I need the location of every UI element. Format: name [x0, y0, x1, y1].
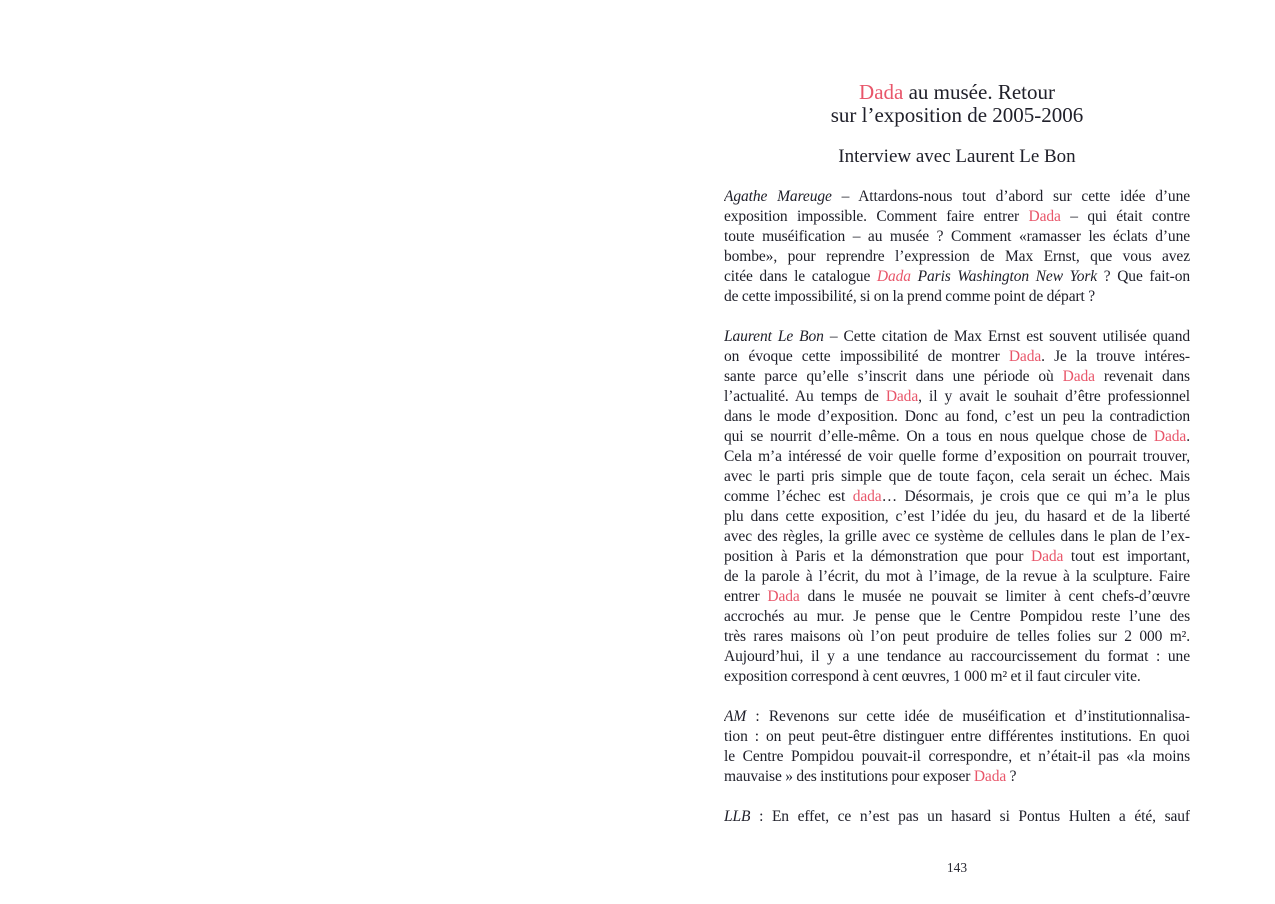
- text-line: [724, 387, 1190, 407]
- paragraph: [724, 327, 1190, 687]
- text-segment: Dada: [1062, 368, 1095, 385]
- text-line: [724, 447, 1190, 467]
- text-line: [724, 767, 1190, 787]
- text-segment: Dada: [1008, 348, 1042, 365]
- text-segment: : Revenons sur cette idée de muséification et d’institutionnalisa-: [746, 708, 1190, 725]
- text-line: [724, 607, 1190, 627]
- text-line: [724, 227, 1190, 247]
- text-segment: AM: [724, 708, 747, 725]
- text-segment: ?: [1006, 768, 1017, 785]
- text-segment: citée dans le catalogue: [724, 268, 877, 285]
- text-line: [724, 187, 1190, 207]
- text-segment: comme l’échec est: [724, 488, 853, 505]
- text-segment: . Je la trouve intéres-: [1041, 348, 1190, 365]
- text-segment: revenait dans: [1094, 368, 1190, 385]
- text-segment: bombe», pour reprendre l’expression de Max Ernst, que vous avez: [724, 248, 1190, 265]
- text-line: [724, 407, 1190, 427]
- text-line: [724, 327, 1190, 347]
- text-line: [724, 207, 1190, 227]
- text-line: [724, 267, 1190, 287]
- text-segment: toute muséification – au musée ? Comment «ramasser les éclats d’une: [724, 228, 1190, 245]
- text-segment: mauvaise » des institutions pour exposer: [724, 768, 974, 785]
- paragraph: [724, 807, 1190, 827]
- text-segment: dans le musée ne pouvait se limiter à cent chefs-d’œuvre: [799, 588, 1190, 605]
- title-line: [724, 81, 1190, 104]
- text-line: [724, 287, 1190, 307]
- text-segment: – Attardons-nous tout d’abord sur cette idée d’une: [831, 188, 1190, 205]
- text-line: [724, 567, 1190, 587]
- text-segment: Aujourd’hui, il y a une tendance au raccourcissement du format : une: [724, 648, 1190, 665]
- text-segment: Laurent Le Bon: [724, 328, 824, 345]
- text-segment: Dada: [767, 588, 800, 605]
- chapter-subtitle: Interview avec Laurent Le Bon: [838, 146, 1076, 167]
- text-segment: tout est important,: [1063, 548, 1190, 565]
- text-line: [724, 807, 1190, 827]
- text-line: [724, 627, 1190, 647]
- text-segment: dada: [852, 488, 882, 505]
- text-line: [724, 467, 1190, 487]
- text-segment: au musée. Retour: [903, 81, 1055, 104]
- text-segment: Dada: [885, 388, 919, 405]
- text-segment: de la parole à l’écrit, du mot à l’image, de la revue à la sculpture. Faire: [724, 568, 1190, 585]
- text-segment: avec des règles, la grille avec ce système de cellules dans le plan de l’ex-: [724, 528, 1190, 545]
- text-segment: ? Que fait-on: [1097, 268, 1190, 285]
- page-number: 143: [946, 860, 968, 875]
- text-segment: Agathe Mareuge: [724, 188, 832, 205]
- text-segment: LLB: [724, 808, 751, 825]
- text-segment: plu dans cette exposition, c’est l’idée du jeu, du hasard et de la liberté: [724, 508, 1190, 525]
- text-segment: Dada: [1153, 428, 1187, 445]
- text-segment: sur l’exposition de 2005-2006: [830, 104, 1084, 127]
- text-line: [724, 587, 1190, 607]
- text-segment: … Désormais, je crois que ce qui m’a le plus: [881, 488, 1190, 505]
- text-segment: : En effet, ce n’est pas un hasard si Pontus Hulten a été, sauf: [750, 808, 1190, 825]
- text-segment: entrer: [724, 588, 768, 605]
- text-segment: position à Paris et la démonstration que pour: [724, 548, 1031, 565]
- text-segment: de cette impossibilité, si on la prend comme point de départ ?: [724, 288, 1096, 305]
- text-segment: – Cette citation de Max Ernst est souvent utilisée quand: [823, 328, 1190, 345]
- text-line: [724, 347, 1190, 367]
- text-segment: avec le parti pris simple que de toute façon, cela serait un échec. Mais: [724, 468, 1190, 485]
- text-segment: exposition impossible. Comment faire entrer: [724, 208, 1029, 225]
- text-line: [724, 527, 1190, 547]
- text-segment: Dada: [973, 768, 1007, 785]
- text-line: [724, 547, 1190, 567]
- text-line: [724, 487, 1190, 507]
- text-segment: .: [1186, 428, 1190, 445]
- text-column: [724, 0, 1190, 827]
- text-line: [724, 727, 1190, 747]
- text-segment: exposition correspond à cent œuvres, 1 000 m² et il faut circuler vite.: [724, 668, 1141, 685]
- text-segment: Dada: [859, 81, 904, 104]
- text-segment: Paris Washington New York: [910, 268, 1098, 285]
- text-segment: très rares maisons où l’on peut produire de telles folies sur 2 000 m².: [724, 628, 1190, 645]
- text-line: [724, 667, 1190, 687]
- chapter-title: [724, 81, 1190, 127]
- interview-body: [724, 187, 1190, 827]
- text-segment: , il y avait le souhait d’être professionnel: [918, 388, 1190, 405]
- text-segment: l’actualité. Au temps de: [724, 388, 886, 405]
- text-line: [724, 367, 1190, 387]
- text-segment: – qui était contre: [1060, 208, 1190, 225]
- paragraph: [724, 707, 1190, 787]
- text-segment: on évoque cette impossibilité de montrer: [724, 348, 1009, 365]
- text-segment: qui se nourrit d’elle-même. On a tous en nous quelque chose de: [724, 428, 1154, 445]
- text-line: [724, 747, 1190, 767]
- text-segment: Dada: [1030, 548, 1064, 565]
- text-line: [724, 707, 1190, 727]
- text-segment: dans le mode d’exposition. Donc au fond, c’est un peu la contradiction: [724, 408, 1190, 425]
- text-segment: Dada: [876, 268, 911, 285]
- text-segment: tion : on peut peut-être distinguer entre différentes institutions. En quoi: [724, 728, 1190, 745]
- text-line: [724, 647, 1190, 667]
- text-segment: sante parce qu’elle s’inscrit dans une période où: [724, 368, 1063, 385]
- text-segment: accrochés au mur. Je pense que le Centre Pompidou reste l’une des: [724, 608, 1190, 625]
- text-line: [724, 427, 1190, 447]
- title-line: [724, 104, 1190, 127]
- paragraph: [724, 187, 1190, 307]
- text-segment: Cela m’a intéressé de voir quelle forme d’exposition on pourrait trouver,: [724, 448, 1190, 465]
- text-segment: Dada: [1028, 208, 1061, 225]
- text-line: [724, 507, 1190, 527]
- text-line: [724, 247, 1190, 267]
- text-segment: le Centre Pompidou pouvait-il correspondre, et n’était-il pas «la moins: [724, 748, 1190, 765]
